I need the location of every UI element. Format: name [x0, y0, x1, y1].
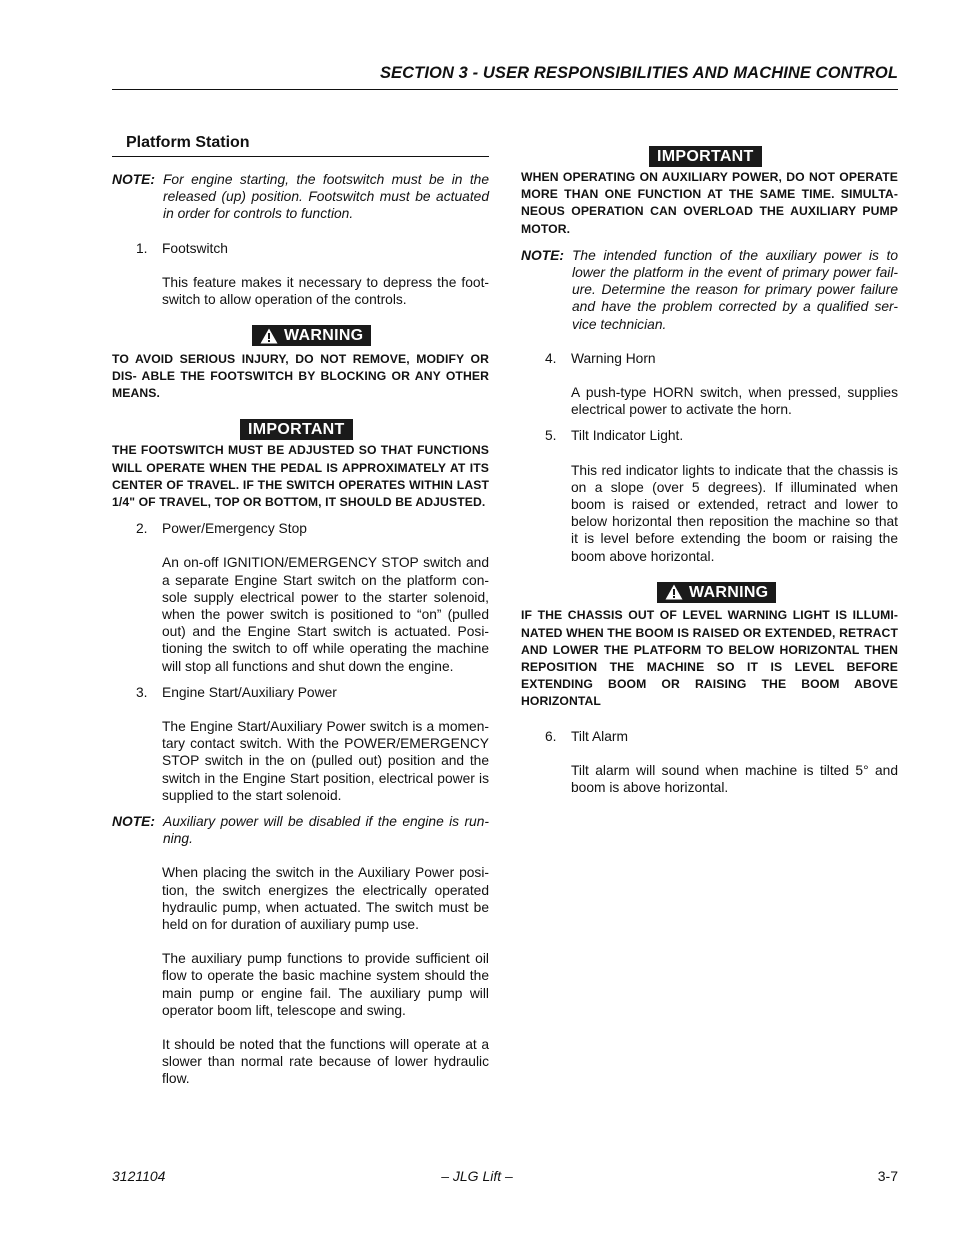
note-label: NOTE: — [521, 247, 564, 263]
item-number: 1. — [136, 240, 148, 256]
left-column — [112, 134, 489, 1088]
paragraph-aux-position: When placing the switch in the Auxiliary Power posi- tion, the switch energizes the electrically operated hydraulic pump, when actuated. The switch must be held on for duration of auxiliary pump use. — [162, 865, 489, 932]
note-label: NOTE: — [112, 813, 155, 829]
footer-brand: – JLG Lift – — [441, 1168, 513, 1184]
item-number: 4. — [545, 350, 557, 366]
footer-page-number: 3-7 — [877, 1168, 898, 1184]
paragraph-aux-pump: The auxiliary pump functions to provide sufficient oil flow to operate the basic machine system should the main pump or engine fail. The auxiliary pump will operator boom lift, telescope and swing. — [162, 951, 489, 1018]
header-rule — [112, 89, 898, 90]
item-title: Footswitch — [162, 240, 228, 256]
item-number: 3. — [136, 684, 148, 700]
list-item-engine-start — [112, 684, 489, 701]
note-footswitch — [112, 171, 489, 223]
note-auxiliary-power — [112, 813, 489, 847]
item-body: The Engine Start/Auxiliary Power switch is a momen- tary contact switch. With the POWER/EMERGENCY STOP switch in the on (pulled out) position and the switch in the Engine Start position, electrical power is supplied to the start solenoid. — [162, 718, 489, 803]
list-item-warning-horn — [521, 350, 898, 367]
list-item-power-emergency-stop — [112, 520, 489, 537]
item-title: Tilt Indicator Light. — [571, 428, 684, 444]
note-text: Auxiliary power will be disabled if the engine is run- ning. — [163, 813, 489, 847]
important-text: THE FOOTSWITCH MUST BE ADJUSTED SO THAT FUNCTIONS WILL OPERATE WHEN THE PEDAL IS APPROXIMATELY AT ITS CENTER OF TRAVEL. IF THE SWITCH OPERATES WITHIN LAST 1/4" OF TRAVEL, TOP OR BOTTOM, IT SHOULD BE ADJUSTED. — [112, 443, 489, 509]
right-column — [521, 146, 898, 796]
note-text: For engine starting, the footswitch must be in the released (up) position. Footswitch must be actuated in order for controls to function. — [163, 172, 489, 222]
item-body: An on-off IGNITION/EMERGENCY STOP switch and a separate Engine Start switch on the platform con- sole supply electrical power to the starter solenoid, when the power switch is positioned to “on” (pulled out) and the Engine Start switch is actuated. Posi- tioning the switch to off while operating the machine will stop all functions and shut down the engine. — [162, 555, 489, 674]
warning-badge — [252, 325, 371, 346]
item-title: Power/Emergency Stop — [162, 521, 307, 537]
item-number: 2. — [136, 521, 148, 537]
warning-label: WARNING — [284, 327, 364, 345]
warning-badge — [657, 582, 776, 603]
item-title: Engine Start/Auxiliary Power — [162, 684, 337, 700]
list-item-footswitch — [112, 240, 489, 257]
important-badge: IMPORTANT — [649, 146, 762, 167]
section-header: SECTION 3 - USER RESPONSIBILITIES AND MACHINE CONTROL — [379, 64, 898, 82]
note-label: NOTE: — [112, 172, 155, 187]
important-badge: IMPORTANT — [240, 419, 353, 440]
important-text: WHEN OPERATING ON AUXILIARY POWER, DO NOT OPERATE MORE THAN ONE FUNCTION AT THE SAME TIME. SIMULTA- NEOUS OPERATION CAN OVERLOAD THE AUXILIARY PUMP MOTOR. — [521, 170, 898, 236]
note-auxiliary-function — [521, 247, 898, 333]
list-item-tilt-indicator — [521, 427, 898, 444]
section-title-rule — [112, 156, 489, 157]
warning-triangle-icon — [260, 328, 278, 344]
item-body: This red indicator lights to indicate that the chassis is on a slope (over 5 degrees). If illuminated when boom is raised or extended, retract and lower to below horizontal then reposition the machine so that it is level before extending the boom or raising the boom above horizontal. — [571, 462, 898, 564]
item-number: 6. — [545, 728, 557, 744]
item-number: 5. — [545, 428, 557, 444]
item-title: Tilt Alarm — [571, 728, 628, 744]
warning-text: IF THE CHASSIS OUT OF LEVEL WARNING LIGHT IS ILLUMI- NATED WHEN THE BOOM IS RAISED OR EXTENDED, RETRACT AND LOWER THE PLATFORM TO BELOW HORIZONTAL THEN REPOSITION THE MACHINE SO IT IS LEVEL BEFORE EXTENDING BOOM OR RAISING THE BOOM ABOVE HORIZONTAL — [521, 608, 898, 709]
warning-text: TO AVOID SERIOUS INJURY, DO NOT REMOVE, MODIFY OR DIS- ABLE THE FOOTSWITCH BY BLOCKING OR ANY OTHER MEANS. — [112, 351, 489, 401]
note-text: The intended function of the auxiliary power is to lower the platform in the event of primary power fail- ure. Determine the reason for primary power failure and have the problem corrected by a qualified ser- vice technician. — [572, 247, 898, 332]
item-title: Warning Horn — [571, 350, 656, 366]
item-body: A push-type HORN switch, when pressed, supplies electrical power to activate the horn. — [571, 385, 898, 418]
warning-triangle-icon — [665, 584, 683, 600]
section-title: Platform Station — [126, 134, 250, 151]
paragraph-slower-rate: It should be noted that the functions will operate at a slower than normal rate because of lower hydraulic flow. — [162, 1037, 489, 1087]
warning-label: WARNING — [689, 583, 769, 601]
list-item-tilt-alarm — [521, 728, 898, 745]
item-body: Tilt alarm will sound when machine is tilted 5° and boom is above horizontal. — [571, 762, 898, 795]
item-body: This feature makes it necessary to depress the foot- switch to allow operation of the controls. — [162, 274, 489, 308]
footer-doc-number: 3121104 — [112, 1168, 166, 1184]
